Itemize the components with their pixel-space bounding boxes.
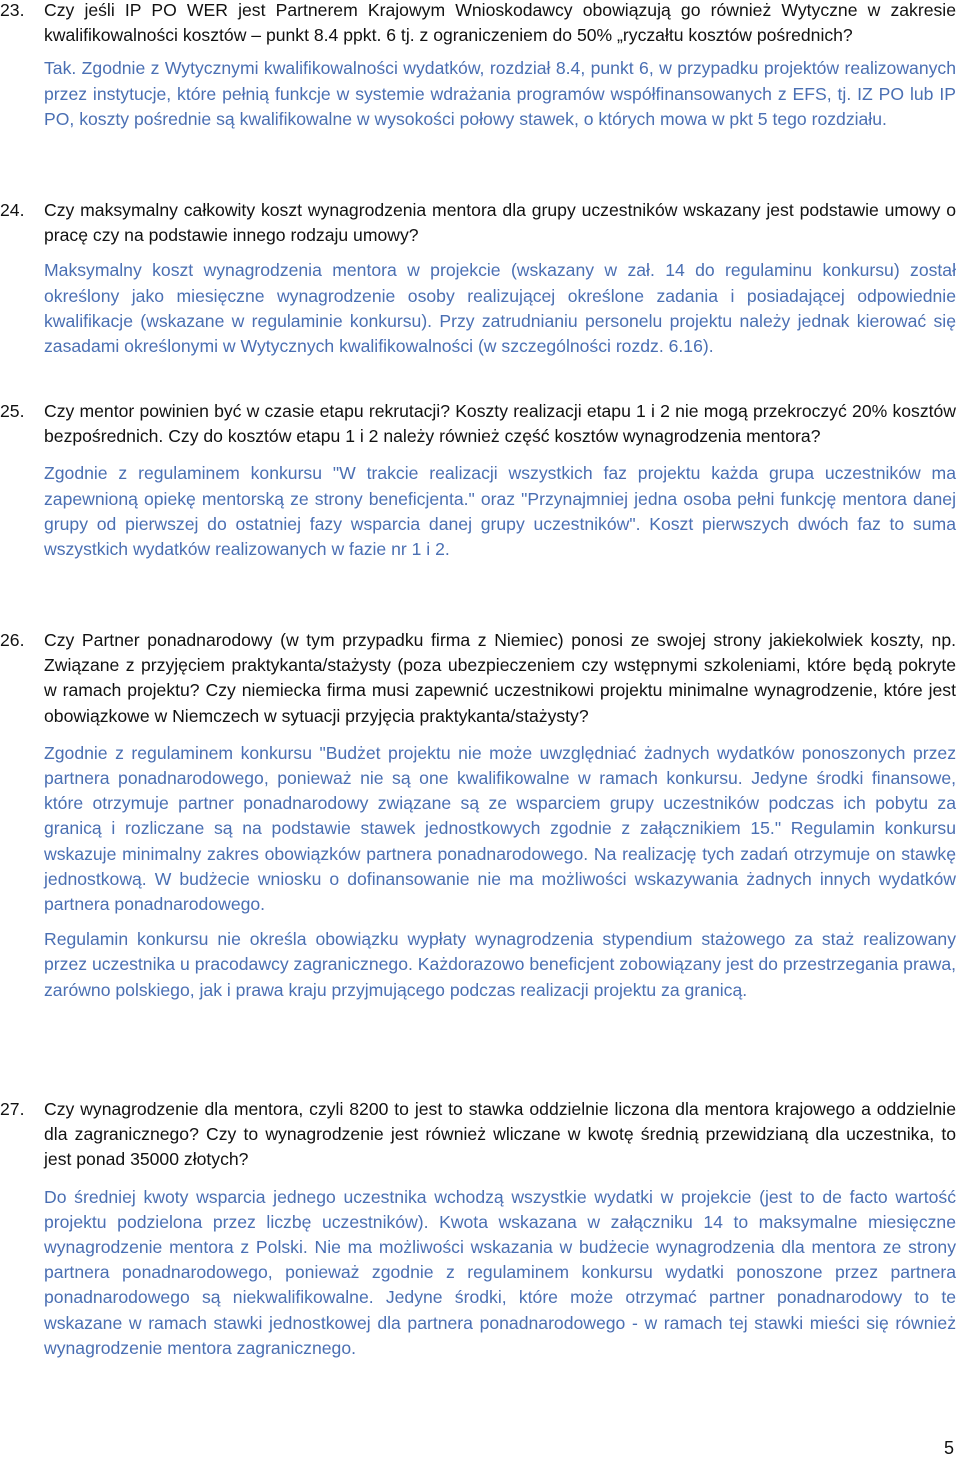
question-26 <box>0 628 960 729</box>
answer-24: Maksymalny koszt wynagrodzenia mentora w projekcie (wskazany w zał. 14 do regulaminu konkursu) został określony jako miesięczne wynagrodzenie osoby realizującej określone zadania i posiadającej odpowiednie kwalifikacje (wskazane w regulaminie konkursu). Przy zatrudnianiu personelu projektu należy jednak kierować się zasadami określonymi w Wytycznych kwalifikowalności (w szczególności rozdz. 6.16). <box>44 260 956 357</box>
qa-item-26 <box>0 628 960 1003</box>
question-24 <box>0 198 960 248</box>
answer-25: Zgodnie z regulaminem konkursu "W trakcie realizacji wszystkich faz projektu każda grupa uczestników ma zapewnioną opiekę mentorską ze strony beneficjenta." oraz "Przynajmniej jedna osoba pełni funkcję mentora danej grupy od pierwszej do ostatniej fazy wsparcia danej grupy uczestników". Koszt pierwszych dwóch faz to suma wszystkich wydatków realizowanych w fazie nr 1 i 2. <box>44 463 956 560</box>
qa-item-27 <box>0 1097 960 1361</box>
answer-26-part-1: Zgodnie z regulaminem konkursu "Budżet projektu nie może uwzględniać żadnych wydatków ponoszonych przez partnera ponadnarodowego, ponieważ nie są one kwalifikowalne w ramach konkursu. Jedyne środki finansowe, które otrzymuje partner ponadnarodowy związane są ze wsparciem grupy uczestników podczas ich pobytu za granicą i rozliczane są na podstawie stawek jednostkowych zgodnie z załącznikiem 15." Regulamin konkursu wskazuje minimalny zakres obowiązków partnera ponadnarodowego. Na realizację tych zadań otrzymuje on stawkę jednostkową. W budżecie wniosku o dofinansowanie nie ma możliwości wskazywania żadnych innych wydatków partnera ponadnarodowego. <box>44 742 956 915</box>
question-25 <box>0 399 960 449</box>
qa-item-23 <box>0 0 960 132</box>
question-23 <box>0 0 960 48</box>
question-27 <box>0 1097 960 1173</box>
answer-23: Tak. Zgodnie z Wytycznymi kwalifikowalności wydatków, rozdział 8.4, punkt 6, w przypadku projektów realizowanych przez instytucje, które pełnią funkcje w systemie wdrażania programów współfinansowanych z EFS, tj. IZ PO lub IP PO, koszty pośrednie są kwalifikowalne w wysokości połowy stawek, o których mowa w pkt 5 tego rozdziału. <box>44 58 956 129</box>
question-number: 27. <box>0 1099 25 1119</box>
question-text: Czy maksymalny całkowity koszt wynagrodzenia mentora dla grupy uczestników wskazany jest podstawie umowy o pracę czy na podstawie innego rodzaju umowy? <box>44 200 956 246</box>
qa-item-24 <box>0 198 960 359</box>
qa-item-25 <box>0 399 960 562</box>
question-text: Czy Partner ponadnarodowy (w tym przypadku firma z Niemiec) ponosi ze swojej strony jakiekolwiek koszty, np. Związane z przyjęciem praktykanta/stażysty (poza ubezpieczeniem czy wstępnymi szkoleniami, które będą pokryte w ramach projektu? Czy niemiecka firma musi zapewnić uczestnikowi projektu minimalne wynagrodzenie, które jest obowiązkowe w Niemczech w sytuacji przyjęcia praktykanta/stażysty? <box>44 630 956 726</box>
question-text: Czy jeśli IP PO WER jest Partnerem Krajowym Wnioskodawcy obowiązują go również Wytyczne w zakresie kwalifikowalności kosztów – punkt 8.4 ppkt. 6 tj. z ograniczeniem do 50% „ryczałtu kosztów pośrednich? <box>44 0 956 46</box>
question-number: 26. <box>0 630 25 650</box>
question-number: 25. <box>0 401 25 421</box>
page-number: 5 <box>943 1438 954 1458</box>
question-number: 24. <box>0 200 25 220</box>
question-text: Czy wynagrodzenie dla mentora, czyli 8200 to jest to stawka oddzielnie liczona dla mentora krajowego a oddzielnie dla zagranicznego? Czy to wynagrodzenie jest również wliczane w kwotę średnią przewidzianą dla uczestnika, to jest ponad 35000 złotych? <box>44 1099 956 1170</box>
question-text: Czy mentor powinien być w czasie etapu rekrutacji? Koszty realizacji etapu 1 i 2 nie mogą przekroczyć 20% kosztów bezpośrednich. Czy do kosztów etapu 1 i 2 należy również część kosztów wynagrodzenia mentora? <box>44 401 956 447</box>
answer-27: Do średniej kwoty wsparcia jednego uczestnika wchodzą wszystkie wydatki w projekcie (jest to de facto wartość projektu podzielona przez liczbę uczestników). Kwota wskazana w załączniku 14 to maksymalne miesięczne wynagrodzenie mentora z Polski. Nie ma możliwości wskazania w budżecie wynagrodzenia dla mentora ze strony partnera ponadnarodowego, ponieważ zgodnie z regulaminem konkursu wydatki ponoszone przez partnera ponadnarodowego są niekwalifikowalne. Jedyne środki, które może otrzymać partner ponadnarodowy to te wskazane w ramach stawki jednostkowej dla partnera ponadnarodowego - w ramach tej stawki mieści się również wynagrodzenie mentora zagranicznego. <box>44 1186 956 1358</box>
question-number: 23. <box>0 0 25 20</box>
answer-26-part-2: Regulamin konkursu nie określa obowiązku wypłaty wynagrodzenia stypendium stażowego za staż realizowany przez uczestnika u pracodawcy zagranicznego. Każdorazowo beneficjent zobowiązany jest do przestrzegania prawa, zarówno polskiego, jak i prawa kraju przyjmującego podczas realizacji projektu za granicą. <box>44 929 956 1000</box>
